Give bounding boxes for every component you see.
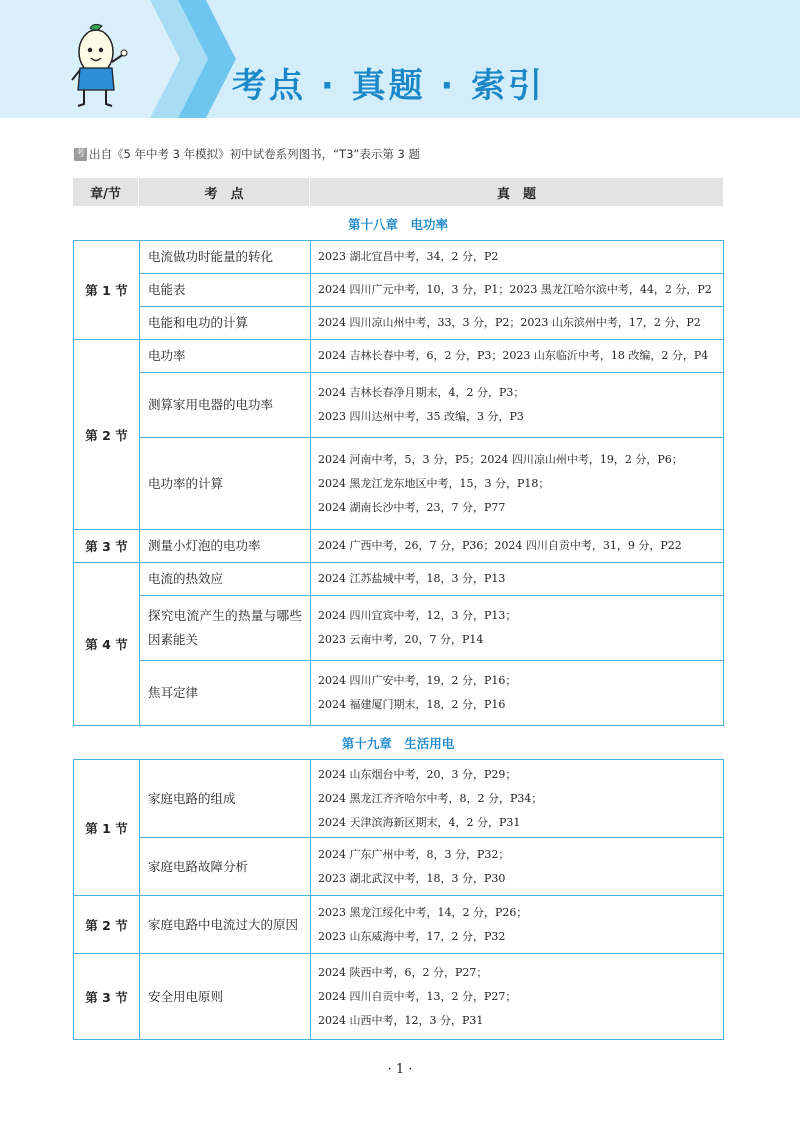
mascot-icon <box>68 22 128 112</box>
table-row <box>74 274 724 307</box>
question-cell <box>311 340 724 373</box>
table-header <box>73 178 723 206</box>
header-section: 章/节 <box>73 178 139 206</box>
table-row <box>74 896 724 954</box>
exam-point: 家庭电路故障分析 <box>140 838 311 896</box>
header-questions: 真 题 <box>496 186 536 202</box>
header-banner <box>0 0 800 118</box>
question-cell <box>311 954 724 1040</box>
question-line: 2024 陕西中考，6，2 分，P27； <box>318 965 488 979</box>
question-line: 2023 湖北宜昌中考，34，2 分，P2 <box>318 250 499 263</box>
question-line: 2024 吉林长春净月期末，4，2 分，P3； <box>318 386 525 399</box>
table-row <box>74 340 724 373</box>
exam-point: 电能和电功的计算 <box>140 307 311 340</box>
question-cell <box>311 274 724 307</box>
section-label: 第 1 节 <box>74 760 140 896</box>
index-table-chapter-18 <box>73 240 724 726</box>
exam-point: 电能表 <box>140 274 311 307</box>
question-line: 2024 四川宜宾中考，12，3 分，P13； <box>318 609 517 622</box>
header-point: 考 点 <box>139 178 310 206</box>
question-line: 2024 山东烟台中考，20，3 分，P29； <box>318 767 517 781</box>
question-line: 2023 黑龙江绥化中考，14，2 分，P26； <box>318 905 528 919</box>
section-label: 第 2 节 <box>74 340 140 530</box>
question-line: 2024 广西中考，26，7 分，P36；2024 四川自贡中考，31，9 分，P22 <box>318 539 682 552</box>
question-cell <box>311 838 724 896</box>
question-line: 2024 广东广州中考，8，3 分，P32； <box>318 847 510 861</box>
question-line: 2024 福建厦门期末，18，2 分，P16 <box>318 698 506 711</box>
source-note-text: 出自《5 年中考 3 年模拟》初中试卷系列图书，“T3”表示第 3 题 <box>89 147 420 161</box>
table-row <box>74 838 724 896</box>
question-line: 2023 湖北武汉中考，18，3 分，P30 <box>318 871 506 885</box>
section-label: 第 1 节 <box>74 241 140 340</box>
exam-point: 电功率 <box>140 340 311 373</box>
question-cell <box>311 661 724 726</box>
question-line: 2024 四川广元中考，10，3 分，P1；2023 黑龙江哈尔滨中考，44，2 分，P2 <box>318 283 712 296</box>
section-label: 第 2 节 <box>74 896 140 954</box>
question-cell <box>311 530 724 563</box>
question-cell <box>311 760 724 838</box>
question-line: 2024 河南中考，5，3 分，P5；2024 四川凉山州中考，19，2 分，P6； <box>318 452 683 466</box>
question-line: 2024 黑龙江齐齐哈尔中考，8，2 分，P34； <box>318 791 543 805</box>
table-row <box>74 530 724 563</box>
table-row <box>74 438 724 530</box>
exam-point: 电流的热效应 <box>140 563 311 596</box>
table-row <box>74 241 724 274</box>
question-line: 2023 云南中考，20，7 分，P14 <box>318 633 484 646</box>
question-cell <box>311 596 724 661</box>
question-line: 2024 江苏盐城中考，18，3 分，P13 <box>318 572 506 585</box>
table-row <box>74 954 724 1040</box>
page-title: 考点 · 真题 · 索引 <box>232 66 546 106</box>
table-row <box>74 563 724 596</box>
question-cell <box>311 563 724 596</box>
table-row <box>74 661 724 726</box>
exam-point: 安全用电原则 <box>140 954 311 1040</box>
section-label: 第 3 节 <box>74 530 140 563</box>
exam-point: 测算家用电器的电功率 <box>140 373 311 438</box>
table-row <box>74 373 724 438</box>
exam-point: 测量小灯泡的电功率 <box>140 530 311 563</box>
question-cell <box>311 373 724 438</box>
question-line: 2024 四川自贡中考，13，2 分，P27； <box>318 989 517 1003</box>
question-line: 2023 山东威海中考，17，2 分，P32 <box>318 929 506 943</box>
question-cell <box>311 896 724 954</box>
question-cell <box>311 307 724 340</box>
question-cell <box>311 438 724 530</box>
question-line: 2024 四川广安中考，19，2 分，P16； <box>318 674 517 687</box>
source-note <box>74 146 420 162</box>
exam-point: 家庭电路中电流过大的原因 <box>140 896 311 954</box>
question-line: 2024 湖南长沙中考，23，7 分，P77 <box>318 500 506 514</box>
chapter-title: 第十九章 生活用电 <box>341 736 455 751</box>
table-row <box>74 596 724 661</box>
question-line: 2024 四川凉山州中考，33，3 分，P2；2023 山东滨州中考，17，2 分，P2 <box>318 316 701 329</box>
chapter-title: 第十八章 电功率 <box>347 217 448 232</box>
question-line: 2024 山西中考，12，3 分，P31 <box>318 1013 484 1027</box>
note-badge-icon: 考 <box>75 148 85 159</box>
question-line: 2024 黑龙江龙东地区中考，15，3 分，P18； <box>318 476 550 490</box>
exam-point: 电流做功时能量的转化 <box>140 241 311 274</box>
question-line: 2024 天津滨海新区期末，4，2 分，P31 <box>318 815 521 829</box>
exam-point: 探究电流产生的热量与哪些因素能关 <box>140 596 311 661</box>
question-cell <box>311 241 724 274</box>
page-number: · 1 · <box>387 1062 413 1077</box>
index-table-chapter-19 <box>73 759 724 1040</box>
question-line: 2023 四川达州中考，35 改编，3 分，P3 <box>318 410 524 423</box>
section-label: 第 4 节 <box>74 563 140 726</box>
exam-point: 家庭电路的组成 <box>140 760 311 838</box>
exam-point: 焦耳定律 <box>140 661 311 726</box>
question-line: 2024 吉林长春中考，6，2 分，P3；2023 山东临沂中考，18 改编，2 分，P4 <box>318 349 709 362</box>
section-label: 第 3 节 <box>74 954 140 1040</box>
table-row <box>74 307 724 340</box>
table-row <box>74 760 724 838</box>
exam-point: 电功率的计算 <box>140 438 311 530</box>
